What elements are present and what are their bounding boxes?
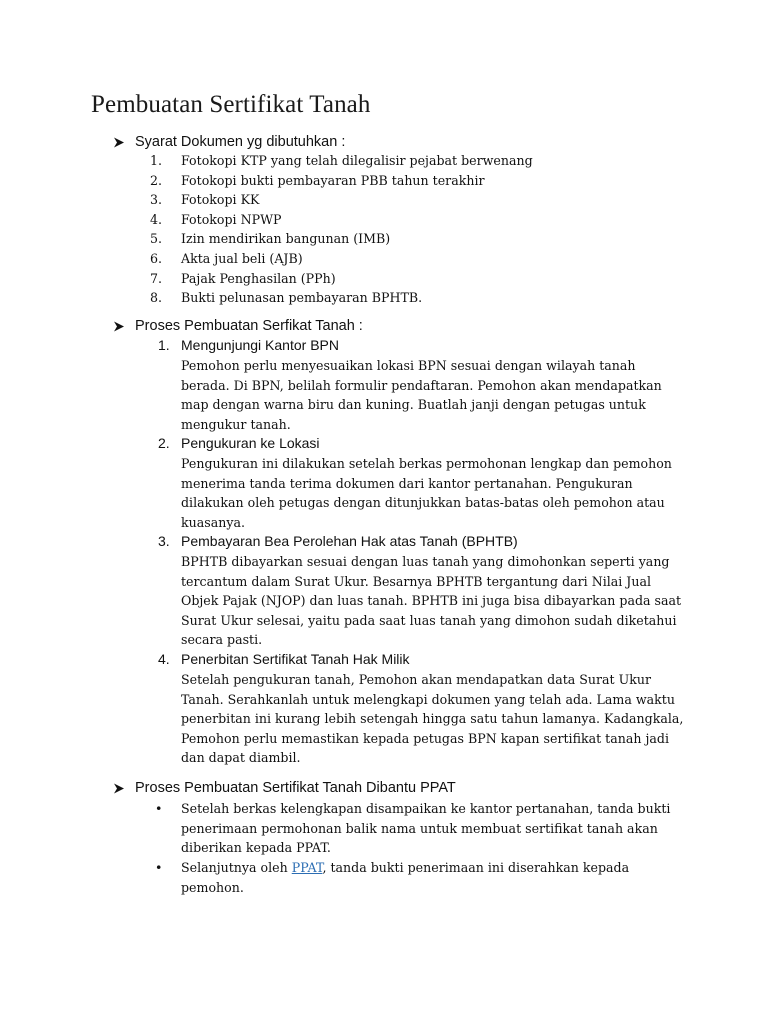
bullet-icon: •: [155, 860, 163, 875]
bullet-line: Setelah berkas kelengkapan disampaikan ke kantor pertanahan, tanda bukti: [181, 801, 671, 816]
bullet-icon: •: [155, 801, 163, 816]
bullet-line: diberikan kepada PPAT.: [181, 840, 331, 856]
step-title: Pengukuran ke Lokasi: [181, 435, 320, 451]
list-item: [150, 290, 422, 305]
section-heading-syarat: [113, 134, 345, 150]
step-number: 3.: [158, 533, 170, 549]
bullet-text-suffix: , tanda bukti penerimaan ini diserahkan kepada: [322, 860, 630, 875]
bullet-line: penerimaan permohonan balik nama untuk membuat sertifikat tanah akan: [181, 820, 658, 836]
section-heading-proses: [113, 318, 363, 334]
paragraph-line: Surat Ukur selesai, yaitu pada saat luas tanah yang dimohon sudah diketahui: [181, 612, 677, 628]
paragraph-line: Pemohon perlu memastikan kepada petugas BPN kapan sertifikat tanah jadi: [181, 730, 669, 746]
list-item-number: 1.: [150, 153, 163, 168]
list-item-number: 2.: [150, 172, 163, 188]
list-item: [150, 192, 259, 207]
paragraph-line: penerbitan ini kurang lebih setengah hingga satu tahun lamanya. Kadangkala,: [181, 711, 684, 727]
paragraph-line: Pemohon perlu menyesuaikan lokasi BPN sesuai dengan wilayah tanah: [181, 358, 636, 373]
paragraph-line: berada. Di BPN, belilah formulir pendaftaran. Pemohon akan mendapatkan: [181, 377, 662, 393]
paragraph-line: dilakukan oleh petugas dengan ditunjukkan batas-batas oleh pemohon atau: [181, 495, 665, 511]
arrow-bullet-icon: [113, 783, 135, 794]
list-item-text: Fotokopi KTP yang telah dilegalisir pejabat berwenang: [181, 153, 533, 168]
step-heading: [158, 337, 339, 353]
arrow-bullet-icon: [113, 137, 135, 148]
list-item-text: Fotokopi bukti pembayaran PBB tahun terakhir: [181, 172, 485, 188]
bullet-text-prefix: Selanjutnya oleh: [181, 860, 292, 875]
paragraph-line: map dengan warna biru dan kuning. Buatlah janji dengan petugas untuk: [181, 397, 646, 413]
paragraph-line: Tanah. Serahkanlah untuk melengkapi dokumen yang telah ada. Lama waktu: [181, 691, 675, 707]
paragraph-line: Setelah pengukuran tanah, Pemohon akan mendapatkan data Surat Ukur: [181, 672, 651, 687]
arrow-bullet-icon: [113, 321, 135, 332]
list-item-text: Fotokopi NPWP: [181, 211, 282, 227]
step-title: Penerbitan Sertifikat Tanah Hak Milik: [181, 651, 410, 667]
list-item-number: 6.: [150, 251, 163, 266]
step-number: 2.: [158, 435, 170, 451]
step-heading: [158, 435, 320, 451]
list-item: [150, 173, 485, 188]
section-heading-label: Proses Pembuatan Sertifikat Tanah Dibantu PPAT: [135, 780, 456, 796]
section-heading-label: Syarat Dokumen yg dibutuhkan :: [135, 134, 346, 150]
step-title: Pembayaran Bea Perolehan Hak atas Tanah (BPHTB): [181, 533, 518, 549]
list-item-text: Bukti pelunasan pembayaran BPHTB.: [181, 290, 423, 306]
paragraph-line: menerima tanda terima dokumen dari kantor pertanahan. Pengukuran: [181, 475, 633, 491]
section-heading-label: Proses Pembuatan Serfikat Tanah :: [135, 318, 363, 334]
list-item-number: 7.: [150, 270, 163, 286]
list-item: [150, 231, 390, 246]
paragraph-line: mengukur tanah.: [181, 416, 291, 432]
paragraph-line: Pengukuran ini dilakukan setelah berkas permohonan lengkap dan pemohon: [181, 456, 672, 471]
section-heading-ppat: [113, 780, 456, 796]
step-description: [181, 552, 701, 650]
step-heading: [158, 651, 410, 667]
step-heading: [158, 533, 518, 549]
step-description: [181, 454, 701, 532]
paragraph-line: secara pasti.: [181, 632, 263, 648]
step-number: 1.: [158, 337, 170, 353]
list-item-number: 3.: [150, 192, 163, 208]
paragraph-line: tercantum dalam Surat Ukur. Besarnya BPHTB tergantung dari Nilai Jual: [181, 573, 652, 589]
paragraph-line: BPHTB dibayarkan sesuai dengan luas tanah yang dimohonkan seperti yang: [181, 554, 670, 569]
list-item: [150, 212, 282, 227]
step-description: [181, 356, 701, 434]
page-title: Pembuatan Sertifikat Tanah: [91, 91, 371, 118]
list-item-text: Akta jual beli (AJB): [181, 251, 303, 266]
step-number: 4.: [158, 651, 170, 667]
list-item-text: Pajak Penghasilan (PPh): [181, 270, 336, 286]
list-item-text: Izin mendirikan bangunan (IMB): [181, 231, 391, 247]
list-item-number: 4.: [150, 211, 163, 227]
step-description: [181, 670, 701, 768]
bullet-line: pemohon.: [181, 879, 244, 895]
step-title: Mengunjungi Kantor BPN: [181, 337, 339, 353]
paragraph-line: dan dapat diambil.: [181, 750, 301, 766]
list-item-number: 5.: [150, 231, 163, 247]
list-item: [150, 251, 303, 266]
list-item-text: Fotokopi KK: [181, 192, 260, 208]
ppat-link[interactable]: PPAT: [291, 860, 323, 875]
list-item: [150, 153, 533, 168]
list-item: [150, 271, 336, 286]
paragraph-line: kuasanya.: [181, 514, 245, 530]
list-item-number: 8.: [150, 290, 163, 306]
paragraph-line: Objek Pajak (NJOP) dan luas tanah. BPHTB ini juga bisa dibayarkan pada saat: [181, 593, 682, 609]
